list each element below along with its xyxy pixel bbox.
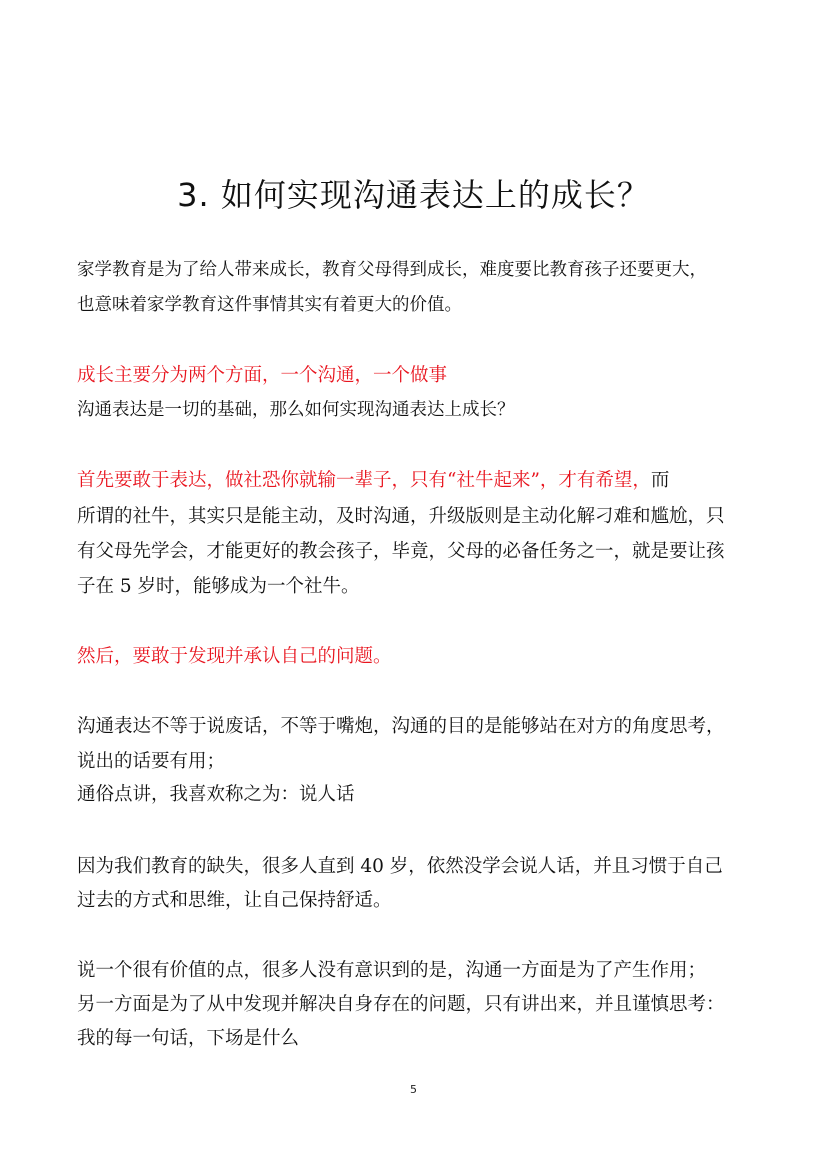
page-number: 5 [410, 1083, 417, 1096]
because-line-1: 因为我们教育的缺失，很多人直到 40 岁，依然没学会说人话，并且习惯于自己 [77, 856, 723, 877]
talk-line-2: 说出的话要有用； [77, 751, 226, 772]
talk-line-3: 通俗点讲，我喜欢称之为：说人话 [77, 784, 355, 805]
first-paragraph-line-3: 有父母先学会，才能更好的教会孩子，毕竟，父母的必备任务之一，就是要让孩 [77, 541, 725, 562]
value-line-2: 另一方面是为了从中发现并解决自身存在的问题，只有讲出来，并且谨慎思考： [77, 994, 725, 1015]
page-title: 3. 如何实现沟通表达上的成长？ [177, 176, 650, 214]
talk-line-1: 沟通表达不等于说废话，不等于嘴炮，沟通的目的是能够站在对方的角度思考， [77, 716, 725, 737]
value-line-1: 说一个很有价值的点，很多人没有意识到的是，沟通一方面是为了产生作用； [77, 960, 707, 981]
intro-line-1: 家学教育是为了给人带来成长，教育父母得到成长，难度要比教育孩子还要更大， [77, 260, 707, 280]
first-paragraph-line-2: 所谓的社牛，其实只是能主动，及时沟通，升级版则是主动化解刁难和尴尬，只 [77, 506, 725, 527]
first-paragraph-line-1 [77, 466, 669, 492]
first-paragraph-line-4: 子在 5 岁时，能够成为一个社牛。 [77, 576, 360, 597]
intro-line-2: 也意味着家学教育这件事情其实有着更大的价值。 [77, 295, 462, 315]
first-tail: 而 [650, 470, 670, 491]
growth-highlight: 成长主要分为两个方面，一个沟通，一个做事 [77, 365, 448, 386]
first-highlight: 首先要敢于表达，做社恐你就输一辈子，只有“社牛起来”，才有希望， [77, 470, 651, 491]
growth-line: 沟通表达是一切的基础，那么如何实现沟通表达上成长？ [77, 400, 515, 420]
value-line-3: 我的每一句话，下场是什么 [77, 1028, 300, 1049]
then-highlight: 然后，要敢于发现并承认自己的问题。 [77, 646, 392, 667]
because-line-2: 过去的方式和思维，让自己保持舒适。 [77, 890, 392, 911]
